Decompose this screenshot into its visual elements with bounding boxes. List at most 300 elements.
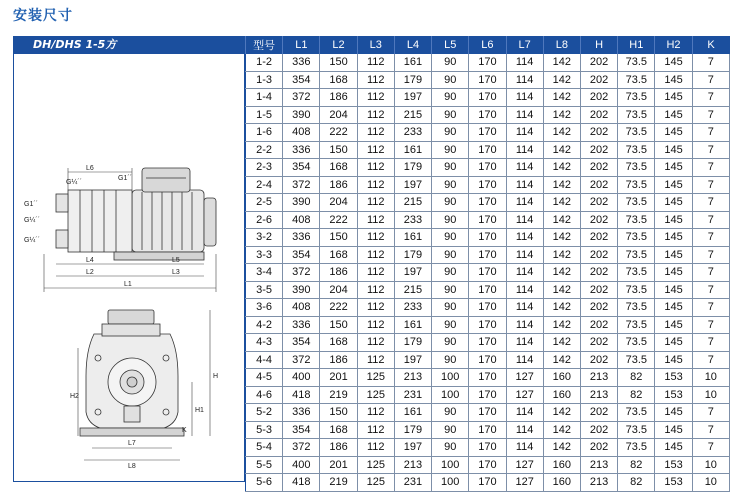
dimension-cell: 202 <box>580 159 617 177</box>
dimension-cell: 114 <box>506 194 543 212</box>
dimension-cell: 7 <box>692 194 729 212</box>
dimension-cell: 73.5 <box>618 194 655 212</box>
dimension-cell: 170 <box>469 299 506 317</box>
dimension-cell: 142 <box>543 316 580 334</box>
dimension-cell: 90 <box>432 421 469 439</box>
dimension-cell: 112 <box>357 421 394 439</box>
dimension-cell: 7 <box>692 54 729 71</box>
dimension-cell: 114 <box>506 89 543 107</box>
column-header: K <box>692 36 729 54</box>
dimension-cell: 112 <box>357 54 394 71</box>
dimension-cell: 400 <box>283 369 320 387</box>
dimension-cell: 90 <box>432 71 469 89</box>
dimension-cell: 7 <box>692 124 729 142</box>
dimension-cell: 145 <box>655 159 692 177</box>
dimension-cell: 213 <box>394 369 431 387</box>
dimension-cell: 354 <box>283 334 320 352</box>
dimension-cell: 231 <box>394 474 431 492</box>
dimension-cell: 215 <box>394 194 431 212</box>
dimension-cell: 202 <box>580 141 617 159</box>
model-cell: 4-5 <box>246 369 283 387</box>
dimension-cell: 127 <box>506 369 543 387</box>
dimension-cell: 233 <box>394 299 431 317</box>
table-row <box>246 89 730 107</box>
model-series-header: DH/DHS 1-5方 <box>13 36 245 54</box>
dimension-cell: 127 <box>506 386 543 404</box>
column-header: L4 <box>394 36 431 54</box>
pump-dimension-drawing <box>14 150 244 480</box>
dimension-cell: 112 <box>357 71 394 89</box>
dimension-cell: 354 <box>283 246 320 264</box>
dimension-cell: 161 <box>394 54 431 71</box>
dimension-cell: 145 <box>655 299 692 317</box>
dimension-cell: 142 <box>543 71 580 89</box>
dimension-cell: 170 <box>469 404 506 422</box>
dimension-cell: 336 <box>283 229 320 247</box>
dimension-cell: 7 <box>692 141 729 159</box>
dimension-cell: 153 <box>655 386 692 404</box>
model-cell: 4-2 <box>246 316 283 334</box>
dimension-cell: 145 <box>655 421 692 439</box>
dimension-cell: 202 <box>580 334 617 352</box>
dimension-cell: 197 <box>394 264 431 282</box>
dimension-cell: 219 <box>320 386 357 404</box>
dimension-cell: 82 <box>618 474 655 492</box>
dimension-cell: 179 <box>394 71 431 89</box>
model-cell: 3-5 <box>246 281 283 299</box>
dimension-table <box>245 36 730 492</box>
dimension-cell: 170 <box>469 229 506 247</box>
dimension-cell: 170 <box>469 456 506 474</box>
dimension-cell: 202 <box>580 71 617 89</box>
dimension-cell: 372 <box>283 89 320 107</box>
dimension-cell: 73.5 <box>618 264 655 282</box>
pump-front-view <box>80 310 184 436</box>
dimension-cell: 114 <box>506 264 543 282</box>
dimension-cell: 179 <box>394 159 431 177</box>
dimension-cell: 233 <box>394 124 431 142</box>
dimension-cell: 336 <box>283 316 320 334</box>
dimension-cell: 73.5 <box>618 299 655 317</box>
label-h: H <box>213 373 219 380</box>
column-header: L2 <box>320 36 357 54</box>
dimension-cell: 125 <box>357 386 394 404</box>
dimension-cell: 114 <box>506 299 543 317</box>
dimension-cell: 114 <box>506 229 543 247</box>
dimension-cell: 202 <box>580 404 617 422</box>
dimension-cell: 213 <box>394 456 431 474</box>
label-l7: L7 <box>128 440 136 447</box>
dimension-cell: 197 <box>394 439 431 457</box>
dimension-cell: 82 <box>618 369 655 387</box>
dimension-cell: 168 <box>320 159 357 177</box>
dimension-cell: 197 <box>394 176 431 194</box>
dimension-cell: 145 <box>655 316 692 334</box>
dimension-cell: 202 <box>580 124 617 142</box>
dimension-cell: 145 <box>655 439 692 457</box>
dimension-cell: 202 <box>580 89 617 107</box>
model-cell: 1-3 <box>246 71 283 89</box>
model-cell: 3-6 <box>246 299 283 317</box>
dimension-cell: 179 <box>394 246 431 264</box>
dimension-cell: 408 <box>283 211 320 229</box>
dimension-cell: 160 <box>543 386 580 404</box>
dimension-cell: 408 <box>283 299 320 317</box>
dimension-cell: 145 <box>655 141 692 159</box>
dimension-cell: 114 <box>506 316 543 334</box>
dimension-cell: 145 <box>655 124 692 142</box>
dimension-cell: 202 <box>580 351 617 369</box>
dimension-cell: 197 <box>394 89 431 107</box>
dimension-cell: 100 <box>432 386 469 404</box>
dimension-cell: 170 <box>469 106 506 124</box>
dimension-cell: 204 <box>320 106 357 124</box>
dimension-cell: 170 <box>469 159 506 177</box>
dimension-cell: 170 <box>469 439 506 457</box>
dimension-cell: 153 <box>655 456 692 474</box>
column-header: L8 <box>543 36 580 54</box>
dimension-cell: 73.5 <box>618 334 655 352</box>
dimension-cell: 7 <box>692 176 729 194</box>
dimension-cell: 142 <box>543 264 580 282</box>
dimension-cell: 112 <box>357 439 394 457</box>
dimension-cell: 112 <box>357 89 394 107</box>
table-body <box>246 54 730 491</box>
dimension-cell: 170 <box>469 89 506 107</box>
dimension-cell: 90 <box>432 404 469 422</box>
dimension-cell: 170 <box>469 176 506 194</box>
dimension-cell: 170 <box>469 246 506 264</box>
table-row <box>246 351 730 369</box>
model-cell: 5-3 <box>246 421 283 439</box>
dimension-cell: 170 <box>469 264 506 282</box>
dimension-cell: 202 <box>580 264 617 282</box>
model-cell: 3-3 <box>246 246 283 264</box>
dimension-cell: 179 <box>394 421 431 439</box>
dimension-cell: 336 <box>283 141 320 159</box>
dimension-cell: 145 <box>655 106 692 124</box>
model-cell: 1-4 <box>246 89 283 107</box>
dimension-cell: 10 <box>692 369 729 387</box>
label-g1-left: G1´´ <box>24 201 38 208</box>
label-h1: H1 <box>195 407 204 414</box>
table-row <box>246 246 730 264</box>
dimension-cell: 202 <box>580 281 617 299</box>
dimension-cell: 150 <box>320 54 357 71</box>
dimension-cell: 73.5 <box>618 281 655 299</box>
dimension-cell: 145 <box>655 229 692 247</box>
dimension-cell: 168 <box>320 334 357 352</box>
dimension-cell: 112 <box>357 106 394 124</box>
dimension-cell: 170 <box>469 316 506 334</box>
dimension-cell: 142 <box>543 404 580 422</box>
dimension-cell: 90 <box>432 264 469 282</box>
dimension-cell: 114 <box>506 439 543 457</box>
dimension-cell: 170 <box>469 421 506 439</box>
dimension-cell: 145 <box>655 89 692 107</box>
dimension-cell: 90 <box>432 194 469 212</box>
dimension-cell: 161 <box>394 404 431 422</box>
dimension-cell: 170 <box>469 124 506 142</box>
dimension-cell: 231 <box>394 386 431 404</box>
dimension-cell: 73.5 <box>618 71 655 89</box>
dimension-cell: 202 <box>580 54 617 71</box>
model-cell: 2-6 <box>246 211 283 229</box>
label-g14-bottom: G¼´´ <box>24 237 40 244</box>
model-cell: 3-4 <box>246 264 283 282</box>
dimension-cell: 145 <box>655 404 692 422</box>
table-row <box>246 439 730 457</box>
label-g1-top: G1´´ <box>118 175 132 182</box>
dimension-cell: 7 <box>692 159 729 177</box>
dimension-cell: 82 <box>618 386 655 404</box>
dimension-cell: 390 <box>283 106 320 124</box>
model-cell: 4-4 <box>246 351 283 369</box>
dimension-cell: 142 <box>543 281 580 299</box>
dimension-cell: 7 <box>692 281 729 299</box>
dimension-cell: 127 <box>506 456 543 474</box>
dimension-cell: 202 <box>580 106 617 124</box>
dimension-cell: 186 <box>320 264 357 282</box>
dimension-cell: 142 <box>543 176 580 194</box>
dimension-cell: 142 <box>543 299 580 317</box>
dimension-cell: 90 <box>432 351 469 369</box>
model-cell: 5-5 <box>246 456 283 474</box>
label-h2: H2 <box>70 393 79 400</box>
dimension-cell: 90 <box>432 439 469 457</box>
dimension-cell: 112 <box>357 194 394 212</box>
dimension-cell: 90 <box>432 106 469 124</box>
dimension-cell: 213 <box>580 386 617 404</box>
dimension-cell: 90 <box>432 89 469 107</box>
dimension-cell: 197 <box>394 351 431 369</box>
dimension-cell: 112 <box>357 159 394 177</box>
label-l4: L4 <box>86 257 94 264</box>
dimension-cell: 73.5 <box>618 421 655 439</box>
dimension-cell: 142 <box>543 54 580 71</box>
dimension-cell: 170 <box>469 386 506 404</box>
column-header: 型号 <box>246 36 283 54</box>
table-header-row <box>246 36 730 54</box>
column-header: L1 <box>283 36 320 54</box>
dimension-cell: 186 <box>320 439 357 457</box>
dimension-cell: 82 <box>618 456 655 474</box>
dimension-cell: 112 <box>357 316 394 334</box>
dimension-cell: 7 <box>692 264 729 282</box>
table-row <box>246 404 730 422</box>
dimension-cell: 213 <box>580 474 617 492</box>
dimension-cell: 202 <box>580 421 617 439</box>
dimension-cell: 7 <box>692 89 729 107</box>
dimension-cell: 112 <box>357 404 394 422</box>
dimension-cell: 114 <box>506 211 543 229</box>
table-row <box>246 211 730 229</box>
dimension-cell: 73.5 <box>618 159 655 177</box>
table-row <box>246 71 730 89</box>
dimension-cell: 142 <box>543 89 580 107</box>
dimension-cell: 7 <box>692 421 729 439</box>
dimension-cell: 170 <box>469 474 506 492</box>
dimension-cell: 170 <box>469 71 506 89</box>
column-header: L7 <box>506 36 543 54</box>
dimension-cell: 142 <box>543 421 580 439</box>
dimension-cell: 354 <box>283 71 320 89</box>
dimension-cell: 112 <box>357 264 394 282</box>
model-cell: 5-6 <box>246 474 283 492</box>
dimension-cell: 114 <box>506 124 543 142</box>
dimension-cell: 213 <box>580 369 617 387</box>
dimension-cell: 215 <box>394 106 431 124</box>
dimension-cell: 7 <box>692 351 729 369</box>
dimension-cell: 7 <box>692 71 729 89</box>
model-cell: 1-5 <box>246 106 283 124</box>
label-g14-top: G¼´´ <box>66 179 82 186</box>
dimension-cell: 145 <box>655 71 692 89</box>
dimension-cell: 73.5 <box>618 106 655 124</box>
dimension-cell: 112 <box>357 141 394 159</box>
table-row <box>246 281 730 299</box>
dimension-cell: 233 <box>394 211 431 229</box>
dimension-cell: 222 <box>320 211 357 229</box>
table-row <box>246 141 730 159</box>
dimension-cell: 114 <box>506 334 543 352</box>
dimension-cell: 213 <box>580 456 617 474</box>
dimension-cell: 142 <box>543 159 580 177</box>
dimension-cell: 145 <box>655 351 692 369</box>
dimension-cell: 390 <box>283 194 320 212</box>
dimension-cell: 202 <box>580 176 617 194</box>
dimension-cell: 90 <box>432 176 469 194</box>
table-row <box>246 316 730 334</box>
dimension-cell: 114 <box>506 159 543 177</box>
dimension-cell: 7 <box>692 211 729 229</box>
dimension-cell: 73.5 <box>618 316 655 334</box>
dimension-cell: 90 <box>432 299 469 317</box>
dimension-cell: 125 <box>357 474 394 492</box>
dimension-cell: 372 <box>283 176 320 194</box>
dimension-cell: 161 <box>394 229 431 247</box>
dimension-cell: 145 <box>655 264 692 282</box>
dimension-cell: 7 <box>692 299 729 317</box>
model-cell: 2-4 <box>246 176 283 194</box>
dimension-cell: 142 <box>543 351 580 369</box>
dimension-cell: 114 <box>506 54 543 71</box>
dimension-cell: 170 <box>469 334 506 352</box>
dimension-cell: 73.5 <box>618 246 655 264</box>
dimension-cell: 73.5 <box>618 211 655 229</box>
dimension-cell: 161 <box>394 141 431 159</box>
dimension-cell: 7 <box>692 404 729 422</box>
dimension-cell: 336 <box>283 54 320 71</box>
table-row <box>246 176 730 194</box>
dimension-cell: 204 <box>320 194 357 212</box>
dimension-cell: 112 <box>357 299 394 317</box>
dimension-cell: 168 <box>320 246 357 264</box>
dimension-cell: 145 <box>655 211 692 229</box>
dimension-cell: 73.5 <box>618 229 655 247</box>
dimension-cell: 170 <box>469 351 506 369</box>
dimension-cell: 400 <box>283 456 320 474</box>
dimension-cell: 90 <box>432 54 469 71</box>
model-cell: 1-6 <box>246 124 283 142</box>
dimension-cell: 372 <box>283 264 320 282</box>
dimension-cell: 418 <box>283 474 320 492</box>
dimension-cell: 114 <box>506 351 543 369</box>
dimension-cell: 145 <box>655 54 692 71</box>
table-row <box>246 456 730 474</box>
dimension-cell: 7 <box>692 316 729 334</box>
table-row <box>246 159 730 177</box>
column-header: H2 <box>655 36 692 54</box>
dimension-cell: 145 <box>655 194 692 212</box>
dimension-cell: 7 <box>692 246 729 264</box>
dimension-cell: 222 <box>320 299 357 317</box>
column-header: L5 <box>432 36 469 54</box>
dimension-cell: 127 <box>506 474 543 492</box>
model-cell: 1-2 <box>246 54 283 71</box>
dimension-cell: 215 <box>394 281 431 299</box>
dimension-cell: 170 <box>469 211 506 229</box>
dimension-cell: 186 <box>320 89 357 107</box>
dimension-cell: 112 <box>357 229 394 247</box>
model-cell: 2-3 <box>246 159 283 177</box>
dimension-cell: 142 <box>543 246 580 264</box>
dimension-cell: 142 <box>543 141 580 159</box>
dimension-cell: 142 <box>543 229 580 247</box>
dimension-cell: 142 <box>543 439 580 457</box>
dimension-cell: 10 <box>692 456 729 474</box>
model-cell: 5-2 <box>246 404 283 422</box>
dimension-cell: 7 <box>692 229 729 247</box>
dimension-cell: 114 <box>506 176 543 194</box>
dimension-cell: 168 <box>320 421 357 439</box>
label-l3: L3 <box>172 269 180 276</box>
dimension-cell: 153 <box>655 474 692 492</box>
dimension-cell: 73.5 <box>618 124 655 142</box>
table-row <box>246 124 730 142</box>
dimension-cell: 90 <box>432 246 469 264</box>
dimension-cell: 145 <box>655 176 692 194</box>
dimension-cell: 125 <box>357 456 394 474</box>
table-row <box>246 334 730 352</box>
dimension-cell: 7 <box>692 439 729 457</box>
model-cell: 4-6 <box>246 386 283 404</box>
dimension-cell: 372 <box>283 439 320 457</box>
dimension-cell: 145 <box>655 334 692 352</box>
dimension-cell: 354 <box>283 421 320 439</box>
dimension-cell: 114 <box>506 71 543 89</box>
column-header: H1 <box>618 36 655 54</box>
dimension-cell: 219 <box>320 474 357 492</box>
dimension-cell: 10 <box>692 386 729 404</box>
dimension-cell: 125 <box>357 369 394 387</box>
column-header: L6 <box>469 36 506 54</box>
dimension-cell: 161 <box>394 316 431 334</box>
table-row <box>246 386 730 404</box>
dimension-cell: 170 <box>469 194 506 212</box>
dimension-cell: 201 <box>320 369 357 387</box>
dimension-cell: 112 <box>357 351 394 369</box>
dimension-cell: 150 <box>320 141 357 159</box>
dimension-cell: 114 <box>506 141 543 159</box>
dimension-cell: 160 <box>543 474 580 492</box>
dimension-cell: 372 <box>283 351 320 369</box>
dimension-cell: 90 <box>432 281 469 299</box>
page-title: 安装尺寸 <box>13 8 73 24</box>
dimension-cell: 73.5 <box>618 404 655 422</box>
label-l5: L5 <box>172 257 180 264</box>
column-header: L3 <box>357 36 394 54</box>
